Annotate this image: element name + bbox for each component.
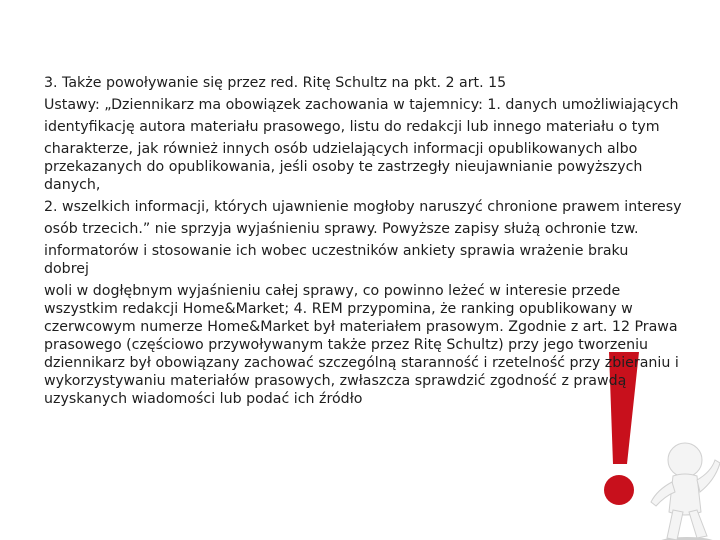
text-line: identyfikację autora materiału prasowego, listu do redakcji lub innego materiału o tym xyxy=(44,119,660,135)
text-line: informatorów i stosowanie ich wobec uczestników ankiety sprawia wrażenie braku xyxy=(44,243,629,259)
text-line: Ustawy: „Dziennikarz ma obowiązek zachowania w tajemnicy: 1. danych umożliwiających xyxy=(44,97,679,113)
text-line: wszystkim redakcji Home&Market; 4. REM przypomina, że ranking opublikowany w xyxy=(44,301,633,317)
body-text xyxy=(44,74,706,408)
figure-person xyxy=(651,443,720,540)
text-line: wykorzystywaniu materiałów prasowych, zwłaszcza sprawdzić zgodność z prawdą xyxy=(44,373,627,389)
text-line: osób trzecich.” nie sprzyja wyjaśnieniu sprawy. Powyższe zapisy służą ochronie tzw. xyxy=(44,221,639,237)
exclamation-dot xyxy=(604,475,634,505)
text-line: czerwcowym numerze Home&Market był materiałem prasowym. Zgodnie z art. 12 Prawa xyxy=(44,319,678,335)
text-line: woli w dogłębnym wyjaśnieniu całej sprawy, co powinno leżeć w interesie przede xyxy=(44,283,621,299)
text-line: dziennikarz był obowiązany zachować szczególną staranność i rzetelność przy zbieraniu i xyxy=(44,355,679,371)
text-line: przekazanych do opublikowania, jeśli osoby te zastrzegły nieujawnianie powyższych xyxy=(44,159,643,175)
text-line: 3. Także powoływanie się przez red. Ritę Schultz na pkt. 2 art. 15 xyxy=(44,75,507,91)
text-line: uzyskanych wiadomości lub podać ich źródło xyxy=(44,391,363,407)
text-line: dobrej xyxy=(44,261,89,277)
text-line: danych, xyxy=(44,177,101,193)
text-line: 2. wszelkich informacji, których ujawnienie mogłoby naruszyć chronione prawem interesy xyxy=(44,199,682,215)
text-line: charakterze, jak również innych osób udzielających informacji opublikowanych albo xyxy=(44,141,638,157)
text-line: prasowego (częściowo przywoływanym także przez Ritę Schultz) przy jego tworzeniu xyxy=(44,337,649,353)
